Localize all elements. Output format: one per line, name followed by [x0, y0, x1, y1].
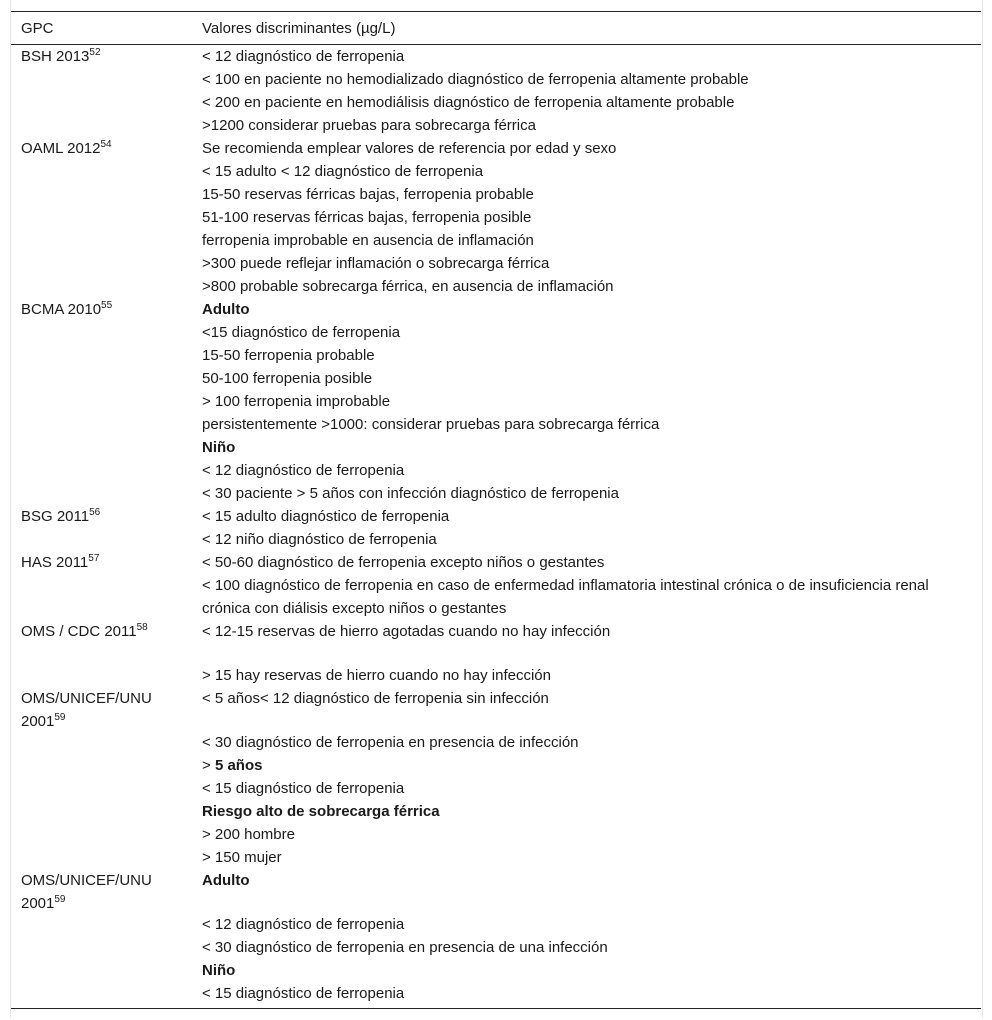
value-subheading [202, 754, 951, 777]
value-line [202, 913, 951, 936]
value-text: < 15 diagnóstico de ferropenia [202, 985, 405, 1002]
reference-number: 55 [101, 300, 113, 311]
values-cell [192, 620, 981, 687]
value-text: <15 diagnóstico de ferropenia [202, 324, 401, 341]
value-line [202, 846, 951, 869]
value-subheading [202, 436, 951, 459]
value-line [202, 229, 951, 252]
header-values: Valores discriminantes (µg/L) [202, 19, 396, 37]
value-line [202, 528, 951, 551]
gpc-name: BSG 2011 [21, 508, 90, 525]
value-text: < 15 diagnóstico de ferropenia [202, 780, 405, 797]
gpc-cell [11, 298, 192, 505]
reference-number: 56 [89, 507, 101, 518]
header-gpc: GPC [21, 19, 54, 37]
value-line [202, 45, 951, 68]
value-line [202, 68, 951, 91]
value-line [202, 459, 951, 482]
values-cell [192, 505, 981, 551]
value-line [202, 823, 951, 846]
value-text: < 15 adulto diagnóstico de ferropenia [202, 508, 450, 525]
value-text: > 15 hay reservas de hierro cuando no hay infección [202, 667, 551, 684]
value-text: < 30 diagnóstico de ferropenia en presencia de una infección [202, 939, 608, 956]
gpc-name: OAML 2012 [21, 140, 101, 157]
value-text: > 150 mujer [202, 849, 282, 866]
value-line [202, 390, 951, 413]
value-text: ferropenia improbable en ausencia de inflamación [202, 232, 534, 249]
value-line [202, 321, 951, 344]
value-line [202, 344, 951, 367]
value-line [202, 114, 951, 137]
value-text: > 100 ferropenia improbable [202, 393, 391, 410]
table-row [11, 505, 981, 551]
value-line [202, 160, 951, 183]
gpc-name: OMS/UNICEF/UNU 2001 [21, 872, 152, 912]
value-text: >300 puede reflejar inflamación o sobrecarga férrica [202, 255, 550, 272]
value-text: Riesgo alto de sobrecarga férrica [202, 803, 440, 820]
value-text: < 12 diagnóstico de ferropenia [202, 462, 405, 479]
value-line [202, 252, 951, 275]
value-text: > 200 hombre [202, 826, 295, 843]
value-text: 50-100 ferropenia posible [202, 370, 373, 387]
value-line [202, 664, 951, 687]
value-subheading [202, 800, 951, 823]
value-line [202, 91, 951, 114]
value-line [202, 183, 951, 206]
value-line [202, 482, 951, 505]
value-text: < 50-60 diagnóstico de ferropenia excepto niños o gestantes [202, 554, 605, 571]
value-subheading [202, 959, 951, 982]
value-line [202, 687, 951, 710]
value-line [202, 413, 951, 436]
value-text: < 30 diagnóstico de ferropenia en presencia de infección [202, 734, 579, 751]
value-line [202, 620, 951, 643]
values-cell [192, 551, 981, 620]
gpc-name: BSH 2013 [21, 48, 90, 65]
line-spacer [202, 892, 951, 913]
value-text: Adulto [202, 872, 250, 889]
reference-number: 59 [54, 894, 66, 905]
value-line [202, 367, 951, 390]
values-cell [192, 687, 981, 869]
value-text: 15-50 reservas férricas bajas, ferropenia probable [202, 186, 534, 203]
value-text: < 5 años< 12 diagnóstico de ferropenia sin infección [202, 690, 549, 707]
table-row [11, 137, 981, 298]
value-text: < 200 en paciente en hemodiálisis diagnóstico de ferropenia altamente probable [202, 94, 735, 111]
gpc-name: HAS 2011 [21, 554, 89, 571]
value-line [202, 551, 951, 574]
value-line [202, 275, 951, 298]
value-line [202, 505, 951, 528]
ferritin-guidelines-table [11, 11, 981, 1009]
value-text: persistentemente >1000: considerar pruebas para sobrecarga férrica [202, 416, 660, 433]
value-line [202, 731, 951, 754]
gpc-cell [11, 620, 192, 687]
reference-number: 58 [136, 622, 148, 633]
reference-number: 57 [88, 553, 100, 564]
reference-number: 59 [54, 712, 66, 723]
value-prefix: > [202, 757, 215, 774]
table-row [11, 869, 981, 1009]
value-text: Se recomienda emplear valores de referencia por edad y sexo [202, 140, 617, 157]
value-text: Niño [202, 962, 236, 979]
table-row [11, 687, 981, 869]
value-text: 51-100 reservas férricas bajas, ferropenia posible [202, 209, 532, 226]
values-cell [192, 45, 981, 138]
table-row [11, 45, 981, 138]
values-cell [192, 869, 981, 1009]
value-text: < 100 diagnóstico de ferropenia en caso de enfermedad inflamatoria intestinal crónica o de insuficiencia renal crónica con diálisis excepto niños o gestantes [202, 577, 929, 617]
value-text: 5 años [214, 757, 263, 774]
value-line [202, 982, 951, 1005]
value-text: < 15 adulto < 12 diagnóstico de ferropenia [202, 163, 484, 180]
line-spacer [202, 710, 951, 731]
value-text: >800 probable sobrecarga férrica, en ausencia de inflamación [202, 278, 614, 295]
value-line [202, 777, 951, 800]
reference-number: 54 [100, 139, 112, 150]
value-text: < 12 diagnóstico de ferropenia [202, 48, 405, 65]
value-text: Adulto [202, 301, 250, 318]
table-row [11, 620, 981, 687]
gpc-name: OMS/UNICEF/UNU 2001 [21, 690, 152, 730]
value-line [202, 936, 951, 959]
value-text: < 12 diagnóstico de ferropenia [202, 916, 405, 933]
value-text: < 12 niño diagnóstico de ferropenia [202, 531, 437, 548]
value-subheading [202, 869, 951, 892]
gpc-name: OMS / CDC 2011 [21, 623, 137, 640]
gpc-cell [11, 687, 192, 869]
value-text: 15-50 ferropenia probable [202, 347, 375, 364]
value-text: >1200 considerar pruebas para sobrecarga férrica [202, 117, 536, 134]
value-line [202, 574, 951, 620]
value-line [202, 137, 951, 160]
value-line [202, 206, 951, 229]
table-row [11, 298, 981, 505]
gpc-cell [11, 869, 192, 1009]
reference-number: 52 [89, 47, 101, 58]
line-spacer [202, 643, 951, 664]
value-subheading [202, 298, 951, 321]
values-cell [192, 137, 981, 298]
gpc-cell [11, 45, 192, 138]
values-cell [192, 298, 981, 505]
gpc-name: BCMA 2010 [21, 301, 102, 318]
table-header-row [11, 12, 981, 45]
value-text: Niño [202, 439, 236, 456]
gpc-cell [11, 137, 192, 298]
value-text: < 30 paciente > 5 años con infección diagnóstico de ferropenia [202, 485, 619, 502]
value-text: < 100 en paciente no hemodializado diagnóstico de ferropenia altamente probable [202, 71, 749, 88]
table-row [11, 551, 981, 620]
value-text: < 12-15 reservas de hierro agotadas cuando no hay infección [202, 623, 611, 640]
gpc-cell [11, 505, 192, 551]
gpc-cell [11, 551, 192, 620]
